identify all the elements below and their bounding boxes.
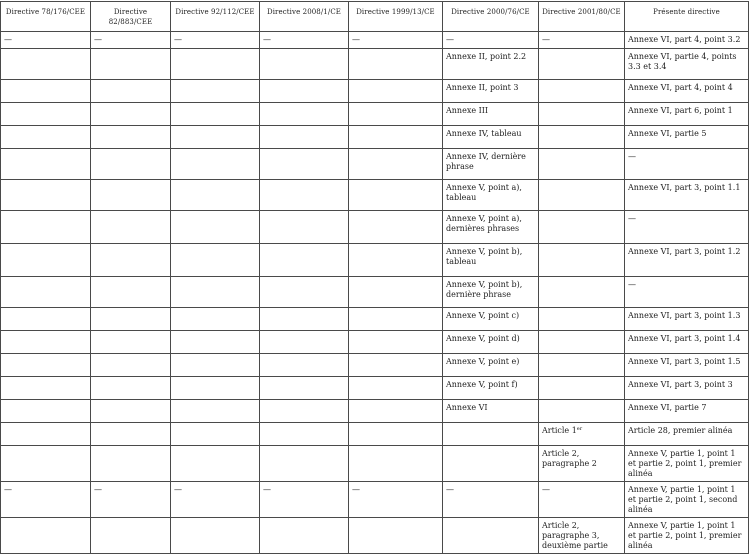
table-cell — [625, 49, 749, 80]
table-cell — [91, 377, 171, 400]
table-cell — [171, 126, 260, 149]
table-cell — [91, 400, 171, 423]
table-cell — [1, 308, 91, 331]
table-cell — [260, 331, 349, 354]
table-row — [1, 49, 749, 80]
table-cell — [260, 400, 349, 423]
cell-text: Annexe V, point b), tableau — [446, 247, 523, 266]
table-cell — [260, 126, 349, 149]
cell-text: — — [628, 214, 636, 223]
table-cell — [260, 211, 349, 244]
cell-text: — — [94, 485, 102, 494]
table-cell — [171, 308, 260, 331]
table-cell — [539, 482, 625, 518]
cell-text: Annexe V, point e) — [446, 357, 520, 366]
table-cell — [625, 211, 749, 244]
table-cell — [260, 518, 349, 554]
cell-text: Annexe VI, part 3, point 1.3 — [628, 311, 741, 320]
table-row — [1, 211, 749, 244]
table-cell — [625, 423, 749, 446]
table-row — [1, 180, 749, 211]
table-row — [1, 244, 749, 277]
table-cell — [625, 446, 749, 482]
cell-text: — — [352, 485, 360, 494]
table-cell — [171, 423, 260, 446]
table-cell — [443, 49, 539, 80]
cell-text: Annexe V, point f) — [446, 380, 518, 389]
table-cell — [625, 482, 749, 518]
table-cell — [171, 400, 260, 423]
superscript: er — [576, 426, 583, 432]
table-cell — [171, 354, 260, 377]
table-cell — [443, 126, 539, 149]
cell-text: Annexe VI, partie 5 — [628, 129, 707, 138]
table-cell — [349, 518, 443, 554]
table-cell — [1, 244, 91, 277]
cell-text: Annexe II, point 2.2 — [446, 52, 527, 61]
table-cell — [1, 126, 91, 149]
table-cell — [1, 180, 91, 211]
table-cell — [443, 80, 539, 103]
table-cell — [1, 103, 91, 126]
table-cell — [171, 49, 260, 80]
table-cell — [625, 180, 749, 211]
cell-text: Annexe VI, part 3, point 1.4 — [628, 334, 741, 343]
cell-text: Annexe VI — [446, 403, 488, 412]
table-cell — [260, 244, 349, 277]
table-cell — [91, 244, 171, 277]
table-cell — [539, 80, 625, 103]
table-row — [1, 482, 749, 518]
table-cell — [1, 49, 91, 80]
cell-text: Article 2, paragraphe 3, deuxième partie — [542, 521, 608, 550]
table-cell — [625, 377, 749, 400]
table-cell — [1, 446, 91, 482]
column-header: Directive 82/883/CEE — [91, 2, 171, 32]
table-cell — [349, 211, 443, 244]
cell-text: Annexe V, point a), tableau — [446, 183, 522, 202]
table-body — [1, 32, 749, 554]
table-cell — [443, 400, 539, 423]
table-row — [1, 518, 749, 554]
table-cell — [171, 180, 260, 211]
table-cell — [1, 331, 91, 354]
table-cell — [91, 80, 171, 103]
table-cell — [443, 331, 539, 354]
cell-text: Annexe V, point d) — [446, 334, 520, 343]
table-cell — [539, 377, 625, 400]
table-cell — [171, 446, 260, 482]
cell-text: — — [542, 35, 550, 44]
table-cell — [1, 423, 91, 446]
cell-text: Annexe VI, partie 7 — [628, 403, 707, 412]
table-cell — [1, 32, 91, 49]
table-cell — [443, 482, 539, 518]
table-cell — [260, 180, 349, 211]
table-cell — [1, 354, 91, 377]
table-cell — [443, 354, 539, 377]
table-cell — [349, 149, 443, 180]
table-row — [1, 446, 749, 482]
table-cell — [171, 149, 260, 180]
table-cell — [260, 32, 349, 49]
table-cell — [91, 354, 171, 377]
header-row — [1, 2, 749, 32]
table-cell — [539, 354, 625, 377]
table-cell — [539, 423, 625, 446]
table-cell — [91, 49, 171, 80]
cell-text: — — [446, 35, 454, 44]
table-cell — [443, 518, 539, 554]
table-cell — [1, 80, 91, 103]
cell-text: — — [174, 485, 182, 494]
cell-text: Annexe VI, part 4, point 4 — [628, 83, 733, 92]
table-cell — [171, 211, 260, 244]
table-cell — [260, 354, 349, 377]
table-row — [1, 423, 749, 446]
cell-text: Annexe VI, part 3, point 1.5 — [628, 357, 741, 366]
table-row — [1, 331, 749, 354]
table-cell — [171, 518, 260, 554]
table-cell — [91, 423, 171, 446]
table-cell — [443, 308, 539, 331]
table-cell — [625, 354, 749, 377]
cell-text: Annexe VI, part 6, point 1 — [628, 106, 733, 115]
table-cell — [91, 331, 171, 354]
cell-text: Annexe V, point b), dernière phrase — [446, 280, 523, 299]
table-row — [1, 377, 749, 400]
cell-text: — — [4, 35, 12, 44]
table-cell — [625, 400, 749, 423]
table-cell — [443, 211, 539, 244]
cell-text: Annexe IV, dernière phrase — [446, 152, 526, 171]
cell-text: Annexe VI, part 4, point 3.2 — [628, 35, 741, 44]
table-cell — [171, 80, 260, 103]
table-cell — [443, 446, 539, 482]
table-cell — [91, 149, 171, 180]
table-row — [1, 354, 749, 377]
table-cell — [171, 377, 260, 400]
cell-text: — — [628, 280, 636, 289]
table-cell — [349, 32, 443, 49]
cell-text: Annexe VI, partie 4, points 3.3 et 3.4 — [628, 52, 737, 71]
table-cell — [539, 244, 625, 277]
column-header: Directive 78/176/CEE — [1, 2, 91, 32]
column-header: Directive 2000/76/CE — [443, 2, 539, 32]
cell-text: Annexe V, point a), dernières phrases — [446, 214, 522, 233]
table-cell — [443, 103, 539, 126]
cell-text: Article 2, paragraphe 2 — [542, 449, 597, 468]
table-cell — [443, 377, 539, 400]
table-row — [1, 149, 749, 180]
cell-text: — — [628, 152, 636, 161]
table-cell — [260, 308, 349, 331]
cell-text: Annexe VI, part 3, point 3 — [628, 380, 733, 389]
cell-text: Annexe V, partie 1, point 1 et partie 2, point 1, second alinéa — [628, 485, 738, 514]
table-row — [1, 308, 749, 331]
table-cell — [539, 308, 625, 331]
table-cell — [260, 49, 349, 80]
table-cell — [539, 446, 625, 482]
table-cell — [260, 103, 349, 126]
table-cell — [1, 149, 91, 180]
table-cell — [260, 377, 349, 400]
table-cell — [539, 331, 625, 354]
cell-text: — — [352, 35, 360, 44]
table-cell — [539, 126, 625, 149]
table-cell — [349, 308, 443, 331]
table-cell — [349, 482, 443, 518]
table-cell — [443, 423, 539, 446]
table-cell — [260, 80, 349, 103]
table-cell — [349, 49, 443, 80]
table-cell — [349, 423, 443, 446]
table-cell — [260, 149, 349, 180]
table-cell — [349, 80, 443, 103]
table-cell — [349, 331, 443, 354]
table-cell — [625, 126, 749, 149]
table-row — [1, 80, 749, 103]
cell-text: Annexe III — [446, 106, 489, 115]
column-header: Présente directive — [625, 2, 749, 32]
table-row — [1, 103, 749, 126]
table-cell — [349, 180, 443, 211]
table-cell — [171, 103, 260, 126]
cell-text: — — [94, 35, 102, 44]
cell-text: — — [446, 485, 454, 494]
column-header: Directive 2001/80/CE — [539, 2, 625, 32]
table-cell — [91, 518, 171, 554]
table-cell — [349, 354, 443, 377]
table-cell — [625, 32, 749, 49]
correlation-table — [0, 1, 749, 554]
table-cell — [539, 32, 625, 49]
table-cell — [625, 518, 749, 554]
table-cell — [625, 277, 749, 308]
cell-text: Annexe VI, part 3, point 1.1 — [628, 183, 741, 192]
cell-text: Annexe VI, part 3, point 1.2 — [628, 247, 741, 256]
table-cell — [171, 331, 260, 354]
table-row — [1, 400, 749, 423]
table-cell — [260, 482, 349, 518]
table-cell — [539, 103, 625, 126]
table-cell — [91, 308, 171, 331]
cell-text: Annexe V, point c) — [446, 311, 520, 320]
table-cell — [91, 126, 171, 149]
table-cell — [1, 400, 91, 423]
table-cell — [91, 103, 171, 126]
table-cell — [1, 377, 91, 400]
table-cell — [171, 277, 260, 308]
table-cell — [625, 244, 749, 277]
cell-text: — — [542, 485, 550, 494]
cell-text: — — [263, 485, 271, 494]
cell-text: Annexe II, point 3 — [446, 83, 519, 92]
table-cell — [625, 331, 749, 354]
cell-text: Annexe IV, tableau — [446, 129, 522, 138]
column-header: Directive 2008/1/CE — [260, 2, 349, 32]
table-cell — [443, 149, 539, 180]
table-row — [1, 126, 749, 149]
table-cell — [349, 244, 443, 277]
column-header: Directive 92/112/CEE — [171, 2, 260, 32]
cell-text: — — [174, 35, 182, 44]
table-row — [1, 277, 749, 308]
table-cell — [171, 482, 260, 518]
table-cell — [539, 400, 625, 423]
table-cell — [91, 277, 171, 308]
cell-text: Article 1 — [542, 426, 577, 435]
table-cell — [91, 446, 171, 482]
table-cell — [349, 377, 443, 400]
table-cell — [443, 32, 539, 49]
table-cell — [443, 244, 539, 277]
table-cell — [625, 149, 749, 180]
table-cell — [260, 423, 349, 446]
table-cell — [349, 126, 443, 149]
cell-text: Article 28, premier alinéa — [628, 426, 733, 435]
cell-text: — — [4, 485, 12, 494]
table-cell — [539, 149, 625, 180]
cell-text: — — [263, 35, 271, 44]
table-cell — [539, 49, 625, 80]
cell-text: Annexe V, partie 1, point 1 et partie 2, point 1, premier alinéa — [628, 449, 742, 478]
table-cell — [260, 446, 349, 482]
column-header: Directive 1999/13/CE — [349, 2, 443, 32]
table-cell — [539, 518, 625, 554]
table-cell — [91, 180, 171, 211]
table-cell — [91, 211, 171, 244]
table-cell — [349, 400, 443, 423]
table-cell — [539, 277, 625, 308]
table-cell — [260, 277, 349, 308]
table-cell — [443, 277, 539, 308]
table-cell — [1, 482, 91, 518]
table-cell — [91, 482, 171, 518]
cell-text: Annexe V, partie 1, point 1 et partie 2, point 1, premier alinéa — [628, 521, 742, 550]
table-cell — [625, 103, 749, 126]
table-row — [1, 32, 749, 49]
table-cell — [171, 244, 260, 277]
table-cell — [1, 277, 91, 308]
table-cell — [1, 211, 91, 244]
table-cell — [539, 211, 625, 244]
table-cell — [1, 518, 91, 554]
table-cell — [443, 180, 539, 211]
table-cell — [539, 180, 625, 211]
table-cell — [625, 80, 749, 103]
table-cell — [625, 308, 749, 331]
table-cell — [349, 103, 443, 126]
table-cell — [349, 277, 443, 308]
table-cell — [171, 32, 260, 49]
table-cell — [349, 446, 443, 482]
table-cell — [91, 32, 171, 49]
